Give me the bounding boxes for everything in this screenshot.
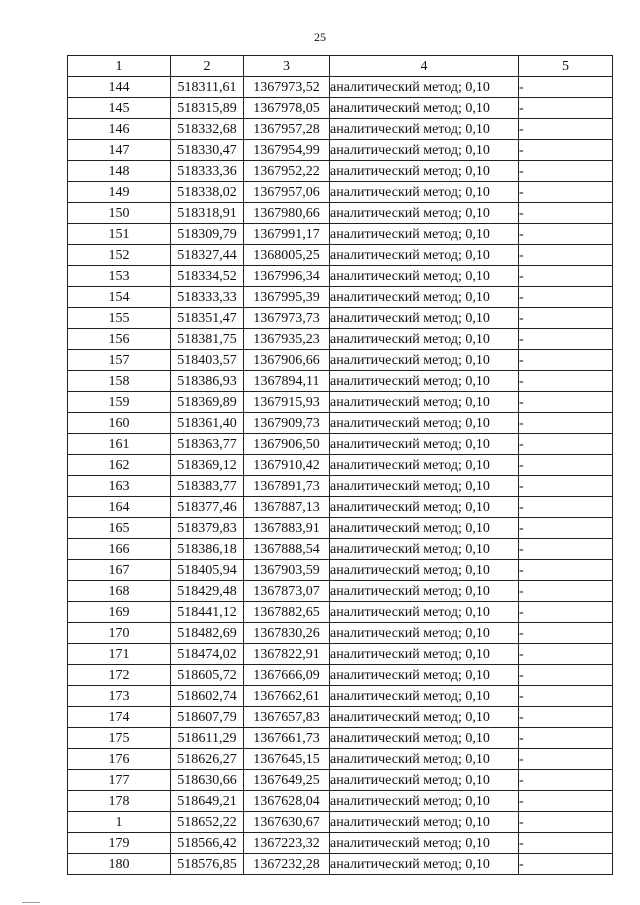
point-number-cell: 147	[68, 140, 171, 161]
x-coordinate-cell: 518576,85	[171, 854, 244, 875]
x-coordinate-cell: 518369,89	[171, 392, 244, 413]
y-coordinate-cell: 1367232,28	[244, 854, 330, 875]
x-coordinate-cell: 518386,93	[171, 371, 244, 392]
point-number-cell: 171	[68, 644, 171, 665]
method-cell: аналитический метод; 0,10	[330, 182, 519, 203]
table-row	[68, 371, 613, 392]
y-coordinate-cell: 1367906,66	[244, 350, 330, 371]
point-number-cell: 151	[68, 224, 171, 245]
x-coordinate-cell: 518403,57	[171, 350, 244, 371]
note-cell: -	[519, 203, 613, 224]
point-number-cell: 150	[68, 203, 171, 224]
y-coordinate-cell: 1367657,83	[244, 707, 330, 728]
note-cell: -	[519, 833, 613, 854]
x-coordinate-cell: 518611,29	[171, 728, 244, 749]
method-cell: аналитический метод; 0,10	[330, 749, 519, 770]
table-body	[68, 77, 613, 875]
method-cell: аналитический метод; 0,10	[330, 434, 519, 455]
table-row	[68, 812, 613, 833]
method-cell: аналитический метод; 0,10	[330, 833, 519, 854]
point-number-cell: 153	[68, 266, 171, 287]
point-number-cell: 145	[68, 98, 171, 119]
note-cell: -	[519, 749, 613, 770]
note-cell: -	[519, 140, 613, 161]
y-coordinate-cell: 1367973,52	[244, 77, 330, 98]
point-number-cell: 159	[68, 392, 171, 413]
table-row	[68, 224, 613, 245]
point-number-cell: 157	[68, 350, 171, 371]
column-header: 5	[519, 56, 613, 77]
note-cell: -	[519, 728, 613, 749]
footer-mark	[22, 902, 40, 903]
method-cell: аналитический метод; 0,10	[330, 245, 519, 266]
table-row	[68, 476, 613, 497]
y-coordinate-cell: 1367910,42	[244, 455, 330, 476]
y-coordinate-cell: 1367996,34	[244, 266, 330, 287]
method-cell: аналитический метод; 0,10	[330, 665, 519, 686]
table-row	[68, 497, 613, 518]
note-cell: -	[519, 308, 613, 329]
point-number-cell: 172	[68, 665, 171, 686]
x-coordinate-cell: 518379,83	[171, 518, 244, 539]
note-cell: -	[519, 161, 613, 182]
point-number-cell: 156	[68, 329, 171, 350]
y-coordinate-cell: 1367662,61	[244, 686, 330, 707]
y-coordinate-cell: 1367980,66	[244, 203, 330, 224]
x-coordinate-cell: 518369,12	[171, 455, 244, 476]
note-cell: -	[519, 245, 613, 266]
point-number-cell: 146	[68, 119, 171, 140]
x-coordinate-cell: 518652,22	[171, 812, 244, 833]
table-row	[68, 455, 613, 476]
method-cell: аналитический метод; 0,10	[330, 770, 519, 791]
table-row	[68, 245, 613, 266]
method-cell: аналитический метод; 0,10	[330, 308, 519, 329]
method-cell: аналитический метод; 0,10	[330, 602, 519, 623]
x-coordinate-cell: 518327,44	[171, 245, 244, 266]
note-cell: -	[519, 350, 613, 371]
x-coordinate-cell: 518605,72	[171, 665, 244, 686]
table-row	[68, 623, 613, 644]
y-coordinate-cell: 1367630,67	[244, 812, 330, 833]
method-cell: аналитический метод; 0,10	[330, 518, 519, 539]
y-coordinate-cell: 1367952,22	[244, 161, 330, 182]
point-number-cell: 180	[68, 854, 171, 875]
method-cell: аналитический метод; 0,10	[330, 392, 519, 413]
point-number-cell: 167	[68, 560, 171, 581]
y-coordinate-cell: 1367649,25	[244, 770, 330, 791]
y-coordinate-cell: 1367887,13	[244, 497, 330, 518]
y-coordinate-cell: 1367915,93	[244, 392, 330, 413]
x-coordinate-cell: 518381,75	[171, 329, 244, 350]
note-cell: -	[519, 182, 613, 203]
x-coordinate-cell: 518386,18	[171, 539, 244, 560]
note-cell: -	[519, 602, 613, 623]
x-coordinate-cell: 518309,79	[171, 224, 244, 245]
y-coordinate-cell: 1367645,15	[244, 749, 330, 770]
point-number-cell: 160	[68, 413, 171, 434]
point-number-cell: 163	[68, 476, 171, 497]
x-coordinate-cell: 518330,47	[171, 140, 244, 161]
table-row	[68, 854, 613, 875]
column-header: 3	[244, 56, 330, 77]
table-row	[68, 602, 613, 623]
note-cell: -	[519, 686, 613, 707]
y-coordinate-cell: 1367661,73	[244, 728, 330, 749]
point-number-cell: 174	[68, 707, 171, 728]
y-coordinate-cell: 1367935,23	[244, 329, 330, 350]
y-coordinate-cell: 1367894,11	[244, 371, 330, 392]
y-coordinate-cell: 1367822,91	[244, 644, 330, 665]
page-number: 25	[314, 30, 326, 44]
point-number-cell: 179	[68, 833, 171, 854]
note-cell: -	[519, 623, 613, 644]
table-row	[68, 707, 613, 728]
method-cell: аналитический метод; 0,10	[330, 812, 519, 833]
table-row	[68, 308, 613, 329]
y-coordinate-cell: 1367666,09	[244, 665, 330, 686]
x-coordinate-cell: 518441,12	[171, 602, 244, 623]
note-cell: -	[519, 854, 613, 875]
x-coordinate-cell: 518602,74	[171, 686, 244, 707]
table-row	[68, 329, 613, 350]
note-cell: -	[519, 791, 613, 812]
method-cell: аналитический метод; 0,10	[330, 560, 519, 581]
table-row	[68, 77, 613, 98]
point-number-cell: 155	[68, 308, 171, 329]
method-cell: аналитический метод; 0,10	[330, 455, 519, 476]
note-cell: -	[519, 329, 613, 350]
x-coordinate-cell: 518630,66	[171, 770, 244, 791]
note-cell: -	[519, 518, 613, 539]
method-cell: аналитический метод; 0,10	[330, 497, 519, 518]
y-coordinate-cell: 1367957,06	[244, 182, 330, 203]
point-number-cell: 162	[68, 455, 171, 476]
y-coordinate-cell: 1367906,50	[244, 434, 330, 455]
table-row	[68, 350, 613, 371]
point-number-cell: 161	[68, 434, 171, 455]
y-coordinate-cell: 1367628,04	[244, 791, 330, 812]
table-row	[68, 182, 613, 203]
y-coordinate-cell: 1367891,73	[244, 476, 330, 497]
y-coordinate-cell: 1367909,73	[244, 413, 330, 434]
point-number-cell: 164	[68, 497, 171, 518]
table-row	[68, 665, 613, 686]
x-coordinate-cell: 518429,48	[171, 581, 244, 602]
y-coordinate-cell: 1367830,26	[244, 623, 330, 644]
table-row	[68, 413, 613, 434]
y-coordinate-cell: 1368005,25	[244, 245, 330, 266]
x-coordinate-cell: 518333,33	[171, 287, 244, 308]
method-cell: аналитический метод; 0,10	[330, 98, 519, 119]
y-coordinate-cell: 1367888,54	[244, 539, 330, 560]
method-cell: аналитический метод; 0,10	[330, 854, 519, 875]
note-cell: -	[519, 224, 613, 245]
y-coordinate-cell: 1367954,99	[244, 140, 330, 161]
method-cell: аналитический метод; 0,10	[330, 161, 519, 182]
table-row	[68, 119, 613, 140]
note-cell: -	[519, 476, 613, 497]
table-row	[68, 161, 613, 182]
note-cell: -	[519, 770, 613, 791]
x-coordinate-cell: 518332,68	[171, 119, 244, 140]
note-cell: -	[519, 77, 613, 98]
y-coordinate-cell: 1367903,59	[244, 560, 330, 581]
note-cell: -	[519, 812, 613, 833]
point-number-cell: 170	[68, 623, 171, 644]
point-number-cell: 176	[68, 749, 171, 770]
point-number-cell: 178	[68, 791, 171, 812]
column-header: 2	[171, 56, 244, 77]
method-cell: аналитический метод; 0,10	[330, 728, 519, 749]
table-row	[68, 581, 613, 602]
x-coordinate-cell: 518363,77	[171, 434, 244, 455]
note-cell: -	[519, 644, 613, 665]
method-cell: аналитический метод; 0,10	[330, 350, 519, 371]
point-number-cell: 168	[68, 581, 171, 602]
note-cell: -	[519, 119, 613, 140]
note-cell: -	[519, 560, 613, 581]
table-row	[68, 98, 613, 119]
method-cell: аналитический метод; 0,10	[330, 287, 519, 308]
note-cell: -	[519, 287, 613, 308]
y-coordinate-cell: 1367873,07	[244, 581, 330, 602]
table-header-row	[68, 56, 613, 77]
table-row	[68, 749, 613, 770]
x-coordinate-cell: 518383,77	[171, 476, 244, 497]
note-cell: -	[519, 371, 613, 392]
note-cell: -	[519, 434, 613, 455]
x-coordinate-cell: 518649,21	[171, 791, 244, 812]
x-coordinate-cell: 518311,61	[171, 77, 244, 98]
y-coordinate-cell: 1367882,65	[244, 602, 330, 623]
note-cell: -	[519, 539, 613, 560]
method-cell: аналитический метод; 0,10	[330, 371, 519, 392]
point-number-cell: 166	[68, 539, 171, 560]
note-cell: -	[519, 455, 613, 476]
method-cell: аналитический метод; 0,10	[330, 644, 519, 665]
method-cell: аналитический метод; 0,10	[330, 707, 519, 728]
table-row	[68, 770, 613, 791]
table-row	[68, 644, 613, 665]
table-row	[68, 266, 613, 287]
y-coordinate-cell: 1367883,91	[244, 518, 330, 539]
method-cell: аналитический метод; 0,10	[330, 224, 519, 245]
table-row	[68, 287, 613, 308]
method-cell: аналитический метод; 0,10	[330, 581, 519, 602]
y-coordinate-cell: 1367223,32	[244, 833, 330, 854]
table-row	[68, 686, 613, 707]
note-cell: -	[519, 707, 613, 728]
x-coordinate-cell: 518318,91	[171, 203, 244, 224]
y-coordinate-cell: 1367991,17	[244, 224, 330, 245]
x-coordinate-cell: 518482,69	[171, 623, 244, 644]
x-coordinate-cell: 518361,40	[171, 413, 244, 434]
point-number-cell: 148	[68, 161, 171, 182]
method-cell: аналитический метод; 0,10	[330, 791, 519, 812]
point-number-cell: 158	[68, 371, 171, 392]
method-cell: аналитический метод; 0,10	[330, 203, 519, 224]
table-row	[68, 560, 613, 581]
method-cell: аналитический метод; 0,10	[330, 266, 519, 287]
method-cell: аналитический метод; 0,10	[330, 623, 519, 644]
table-row	[68, 833, 613, 854]
note-cell: -	[519, 98, 613, 119]
x-coordinate-cell: 518315,89	[171, 98, 244, 119]
point-number-cell: 165	[68, 518, 171, 539]
table-row	[68, 791, 613, 812]
method-cell: аналитический метод; 0,10	[330, 413, 519, 434]
note-cell: -	[519, 266, 613, 287]
method-cell: аналитический метод; 0,10	[330, 686, 519, 707]
column-header: 4	[330, 56, 519, 77]
x-coordinate-cell: 518626,27	[171, 749, 244, 770]
y-coordinate-cell: 1367995,39	[244, 287, 330, 308]
table-row	[68, 539, 613, 560]
x-coordinate-cell: 518405,94	[171, 560, 244, 581]
point-number-cell: 152	[68, 245, 171, 266]
table-row	[68, 434, 613, 455]
point-number-cell: 175	[68, 728, 171, 749]
method-cell: аналитический метод; 0,10	[330, 119, 519, 140]
y-coordinate-cell: 1367957,28	[244, 119, 330, 140]
note-cell: -	[519, 581, 613, 602]
x-coordinate-cell: 518338,02	[171, 182, 244, 203]
x-coordinate-cell: 518333,36	[171, 161, 244, 182]
point-number-cell: 154	[68, 287, 171, 308]
point-number-cell: 177	[68, 770, 171, 791]
note-cell: -	[519, 665, 613, 686]
note-cell: -	[519, 497, 613, 518]
method-cell: аналитический метод; 0,10	[330, 140, 519, 161]
x-coordinate-cell: 518334,52	[171, 266, 244, 287]
x-coordinate-cell: 518607,79	[171, 707, 244, 728]
method-cell: аналитический метод; 0,10	[330, 77, 519, 98]
point-number-cell: 1	[68, 812, 171, 833]
y-coordinate-cell: 1367978,05	[244, 98, 330, 119]
x-coordinate-cell: 518377,46	[171, 497, 244, 518]
note-cell: -	[519, 392, 613, 413]
table-row	[68, 392, 613, 413]
x-coordinate-cell: 518351,47	[171, 308, 244, 329]
column-header: 1	[68, 56, 171, 77]
x-coordinate-cell: 518566,42	[171, 833, 244, 854]
point-number-cell: 144	[68, 77, 171, 98]
point-number-cell: 149	[68, 182, 171, 203]
note-cell: -	[519, 413, 613, 434]
table-row	[68, 518, 613, 539]
y-coordinate-cell: 1367973,73	[244, 308, 330, 329]
method-cell: аналитический метод; 0,10	[330, 476, 519, 497]
table-row	[68, 140, 613, 161]
coordinates-table	[67, 55, 613, 875]
x-coordinate-cell: 518474,02	[171, 644, 244, 665]
method-cell: аналитический метод; 0,10	[330, 329, 519, 350]
table-row	[68, 728, 613, 749]
point-number-cell: 173	[68, 686, 171, 707]
method-cell: аналитический метод; 0,10	[330, 539, 519, 560]
point-number-cell: 169	[68, 602, 171, 623]
table-row	[68, 203, 613, 224]
